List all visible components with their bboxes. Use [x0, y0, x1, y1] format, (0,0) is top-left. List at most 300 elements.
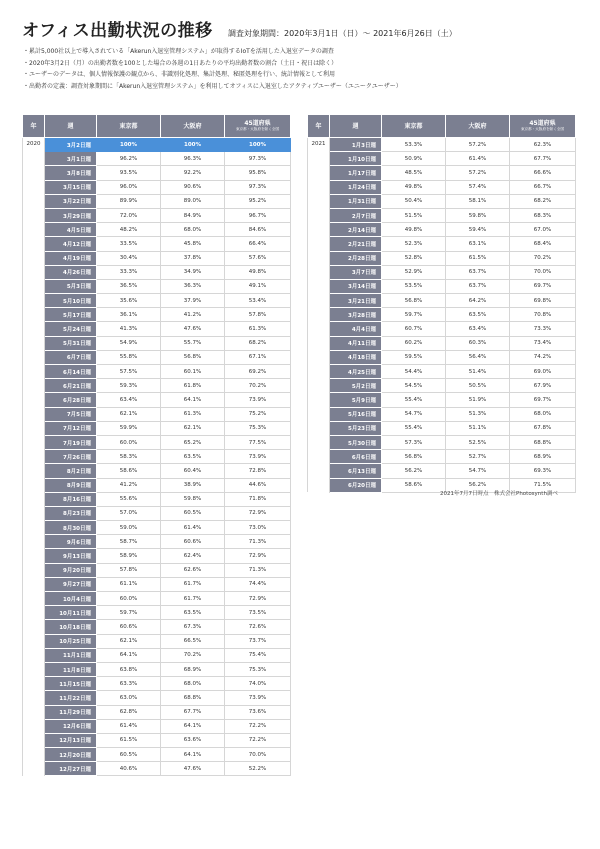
table-row	[308, 194, 576, 208]
osaka-cell: 61.8%	[161, 379, 225, 393]
note-item: ・出勤者の定義：調査対象期間に「Akerun入退室管理システム」を利用してオフィスに入退室したアクティブユーザー（ユニークユーザー）	[23, 82, 402, 90]
table-body-2021	[308, 138, 576, 493]
pref45-cell: 97.3%	[225, 180, 291, 194]
table-row	[308, 152, 576, 166]
week-cell: 4月11日週	[330, 336, 382, 350]
pref45-cell: 71.8%	[225, 492, 291, 506]
pref45-cell: 67.9%	[510, 379, 576, 393]
week-cell: 3月14日週	[330, 279, 382, 293]
tokyo-cell: 50.4%	[382, 194, 446, 208]
osaka-cell: 51.9%	[446, 393, 510, 407]
table-row	[23, 350, 291, 364]
table-row	[308, 322, 576, 336]
tokyo-cell: 96.2%	[97, 152, 161, 166]
week-cell: 5月17日週	[45, 308, 97, 322]
pref45-cell: 53.4%	[225, 294, 291, 308]
table-row	[23, 365, 291, 379]
week-cell: 12月6日週	[45, 719, 97, 733]
table-row	[23, 194, 291, 208]
pref45-cell: 70.8%	[510, 308, 576, 322]
tokyo-cell: 53.3%	[382, 138, 446, 152]
table-row	[23, 549, 291, 563]
tokyo-cell: 61.1%	[97, 577, 161, 591]
header-45-prefectures	[225, 115, 291, 138]
note-item: ・ユーザーのデータは、個人情報保護の観点から、非識別化処理、集計処理、秘匿処理を行い、統計情報として利用	[23, 71, 336, 78]
week-cell: 11月22日週	[45, 691, 97, 705]
table-row	[23, 208, 291, 222]
osaka-cell: 54.7%	[446, 464, 510, 478]
pref45-cell: 49.8%	[225, 265, 291, 279]
header-year: 年	[23, 115, 45, 138]
week-cell: 1月31日週	[330, 194, 382, 208]
osaka-cell: 61.7%	[161, 577, 225, 591]
table-row	[23, 421, 291, 435]
table-row	[308, 251, 576, 265]
tokyo-cell: 60.0%	[97, 435, 161, 449]
table-row	[308, 393, 576, 407]
table-row	[23, 393, 291, 407]
tokyo-cell: 55.4%	[382, 421, 446, 435]
osaka-cell: 63.1%	[446, 237, 510, 251]
tokyo-cell: 56.8%	[382, 294, 446, 308]
table-row	[23, 251, 291, 265]
pref45-cell: 70.0%	[510, 265, 576, 279]
week-cell: 7月19日週	[45, 435, 97, 449]
osaka-cell: 63.5%	[161, 450, 225, 464]
header-osaka: 大阪府	[161, 115, 225, 138]
table-2020	[22, 114, 291, 776]
week-cell: 3月1日週	[45, 152, 97, 166]
page-title: オフィス出勤状況の推移	[22, 21, 213, 41]
week-cell: 3月15日週	[45, 180, 97, 194]
osaka-cell: 64.2%	[446, 294, 510, 308]
table-row	[308, 379, 576, 393]
pref45-cell: 73.0%	[225, 521, 291, 535]
week-cell: 8月23日週	[45, 506, 97, 520]
pref45-cell: 73.9%	[225, 393, 291, 407]
week-cell: 6月7日週	[45, 350, 97, 364]
table-row	[23, 662, 291, 676]
pref45-cell: 71.3%	[225, 563, 291, 577]
table-header-row	[23, 115, 291, 138]
table-row	[23, 435, 291, 449]
week-cell: 3月7日週	[330, 265, 382, 279]
tokyo-cell: 48.5%	[382, 166, 446, 180]
pref45-cell: 97.3%	[225, 152, 291, 166]
tokyo-cell: 36.1%	[97, 308, 161, 322]
week-cell: 1月17日週	[330, 166, 382, 180]
osaka-cell: 47.6%	[161, 322, 225, 336]
header-osaka: 大阪府	[446, 115, 510, 138]
week-cell: 6月28日週	[45, 393, 97, 407]
table-row	[23, 648, 291, 662]
table-row	[308, 435, 576, 449]
osaka-cell: 55.7%	[161, 336, 225, 350]
pref45-cell: 68.9%	[510, 450, 576, 464]
table-row	[23, 719, 291, 733]
tokyo-cell: 54.9%	[97, 336, 161, 350]
week-cell: 3月29日週	[45, 208, 97, 222]
week-cell: 3月22日週	[45, 194, 97, 208]
table-row	[308, 208, 576, 222]
table-row	[23, 265, 291, 279]
pref45-cell: 73.7%	[225, 634, 291, 648]
week-cell: 5月31日週	[45, 336, 97, 350]
table-row	[308, 407, 576, 421]
week-cell: 12月27日週	[45, 762, 97, 776]
table-row	[23, 180, 291, 194]
pref45-cell: 69.3%	[510, 464, 576, 478]
week-cell: 5月3日週	[45, 279, 97, 293]
week-cell: 10月4日週	[45, 592, 97, 606]
week-cell: 11月29日週	[45, 705, 97, 719]
tokyo-cell: 72.0%	[97, 208, 161, 222]
table-row	[308, 265, 576, 279]
week-cell: 6月21日週	[45, 379, 97, 393]
osaka-cell: 59.8%	[446, 208, 510, 222]
notes	[23, 46, 402, 92]
survey-period: 調査対象期間：2020年3月1日（日）〜 2021年6月26日（土）	[228, 29, 457, 38]
tokyo-cell: 41.2%	[97, 478, 161, 492]
tokyo-cell: 60.0%	[97, 592, 161, 606]
week-cell: 4月4日週	[330, 322, 382, 336]
tokyo-cell: 55.8%	[97, 350, 161, 364]
osaka-cell: 100%	[161, 138, 225, 152]
tokyo-cell: 59.9%	[97, 421, 161, 435]
week-cell: 3月2日週	[45, 138, 97, 152]
osaka-cell: 60.1%	[161, 365, 225, 379]
tokyo-cell: 56.2%	[382, 464, 446, 478]
pref45-cell: 75.4%	[225, 648, 291, 662]
week-cell: 11月1日週	[45, 648, 97, 662]
pref45-cell: 74.4%	[225, 577, 291, 591]
osaka-cell: 67.7%	[161, 705, 225, 719]
pref45-cell: 73.5%	[225, 606, 291, 620]
pref45-cell: 69.8%	[510, 294, 576, 308]
tokyo-cell: 59.3%	[97, 379, 161, 393]
tokyo-cell: 63.4%	[97, 393, 161, 407]
osaka-cell: 65.2%	[161, 435, 225, 449]
week-cell: 4月25日週	[330, 365, 382, 379]
tokyo-cell: 48.2%	[97, 223, 161, 237]
osaka-cell: 64.1%	[161, 393, 225, 407]
table-row	[308, 166, 576, 180]
osaka-cell: 61.3%	[161, 407, 225, 421]
pref45-cell: 77.5%	[225, 435, 291, 449]
pref45-cell: 74.0%	[225, 677, 291, 691]
osaka-cell: 61.5%	[446, 251, 510, 265]
week-cell: 5月30日週	[330, 435, 382, 449]
osaka-cell: 61.4%	[446, 152, 510, 166]
tokyo-cell: 58.6%	[97, 464, 161, 478]
pref45-cell: 68.2%	[510, 194, 576, 208]
pref45-cell: 74.2%	[510, 350, 576, 364]
pref45-cell: 68.8%	[510, 435, 576, 449]
osaka-cell: 57.2%	[446, 138, 510, 152]
osaka-cell: 38.9%	[161, 478, 225, 492]
osaka-cell: 51.4%	[446, 365, 510, 379]
tokyo-cell: 58.7%	[97, 535, 161, 549]
osaka-cell: 68.0%	[161, 223, 225, 237]
pref45-cell: 71.3%	[225, 535, 291, 549]
week-cell: 4月5日週	[45, 223, 97, 237]
osaka-cell: 41.2%	[161, 308, 225, 322]
osaka-cell: 56.8%	[161, 350, 225, 364]
osaka-cell: 64.1%	[161, 748, 225, 762]
osaka-cell: 45.8%	[161, 237, 225, 251]
pref45-cell: 100%	[225, 138, 291, 152]
tokyo-cell: 58.6%	[382, 478, 446, 492]
week-cell: 12月20日週	[45, 748, 97, 762]
pref45-cell: 49.1%	[225, 279, 291, 293]
week-cell: 8月30日週	[45, 521, 97, 535]
week-cell: 2月14日週	[330, 223, 382, 237]
table-row	[23, 450, 291, 464]
tokyo-cell: 58.3%	[97, 450, 161, 464]
osaka-cell: 60.6%	[161, 535, 225, 549]
osaka-cell: 60.3%	[446, 336, 510, 350]
pref45-cell: 73.3%	[510, 322, 576, 336]
pref45-cell: 72.2%	[225, 719, 291, 733]
tokyo-cell: 54.4%	[382, 365, 446, 379]
tokyo-cell: 62.1%	[97, 407, 161, 421]
osaka-cell: 62.6%	[161, 563, 225, 577]
osaka-cell: 68.8%	[161, 691, 225, 705]
week-cell: 12月13日週	[45, 733, 97, 747]
table-row	[308, 421, 576, 435]
tokyo-cell: 57.0%	[97, 506, 161, 520]
week-cell: 2月7日週	[330, 208, 382, 222]
table-row	[23, 237, 291, 251]
pref45-cell: 73.9%	[225, 450, 291, 464]
week-cell: 8月9日週	[45, 478, 97, 492]
osaka-cell: 63.5%	[161, 606, 225, 620]
tokyo-cell: 55.6%	[97, 492, 161, 506]
week-cell: 5月9日週	[330, 393, 382, 407]
osaka-cell: 56.2%	[446, 478, 510, 492]
week-cell: 4月26日週	[45, 265, 97, 279]
table-row	[308, 336, 576, 350]
tokyo-cell: 59.7%	[97, 606, 161, 620]
osaka-cell: 60.4%	[161, 464, 225, 478]
tokyo-cell: 59.7%	[382, 308, 446, 322]
osaka-cell: 57.2%	[446, 166, 510, 180]
table-row	[23, 492, 291, 506]
tokyo-cell: 62.8%	[97, 705, 161, 719]
week-cell: 5月2日週	[330, 379, 382, 393]
osaka-cell: 60.5%	[161, 506, 225, 520]
week-cell: 4月19日週	[45, 251, 97, 265]
table-row	[23, 336, 291, 350]
osaka-cell: 56.4%	[446, 350, 510, 364]
week-cell: 9月27日週	[45, 577, 97, 591]
tokyo-cell: 59.0%	[97, 521, 161, 535]
pref45-cell: 72.9%	[225, 506, 291, 520]
week-cell: 5月23日週	[330, 421, 382, 435]
week-cell: 3月21日週	[330, 294, 382, 308]
pref45-cell: 69.7%	[510, 279, 576, 293]
week-cell: 8月2日週	[45, 464, 97, 478]
osaka-cell: 61.4%	[161, 521, 225, 535]
pref45-cell: 72.2%	[225, 733, 291, 747]
osaka-cell: 59.4%	[446, 223, 510, 237]
osaka-cell: 66.5%	[161, 634, 225, 648]
tokyo-cell: 30.4%	[97, 251, 161, 265]
week-cell: 5月24日週	[45, 322, 97, 336]
week-cell: 7月26日週	[45, 450, 97, 464]
pref45-cell: 68.4%	[510, 237, 576, 251]
pref45-cell: 96.7%	[225, 208, 291, 222]
osaka-cell: 34.9%	[161, 265, 225, 279]
table-row	[23, 279, 291, 293]
table-row	[23, 478, 291, 492]
tokyo-cell: 56.8%	[382, 450, 446, 464]
pref45-cell: 72.9%	[225, 592, 291, 606]
table-row	[23, 577, 291, 591]
table-row	[308, 180, 576, 194]
osaka-cell: 63.7%	[446, 279, 510, 293]
osaka-cell: 50.5%	[446, 379, 510, 393]
week-cell: 8月16日週	[45, 492, 97, 506]
osaka-cell: 70.2%	[161, 648, 225, 662]
pref45-cell: 72.8%	[225, 464, 291, 478]
header-45-sub: 東京都・大阪府を除く全国	[520, 127, 565, 131]
osaka-cell: 37.8%	[161, 251, 225, 265]
note-item: ・累計5,000社以上で導入されている「Akerun入退室管理システム」が取得するIoTを活用した入退室データの調査	[23, 48, 334, 55]
table-row	[23, 138, 291, 152]
header-45-prefectures	[510, 115, 576, 138]
week-cell: 7月12日週	[45, 421, 97, 435]
week-cell: 11月15日週	[45, 677, 97, 691]
osaka-cell: 51.1%	[446, 421, 510, 435]
table-row	[23, 733, 291, 747]
year-cell: 2020	[23, 138, 45, 776]
osaka-cell: 89.0%	[161, 194, 225, 208]
tokyo-cell: 100%	[97, 138, 161, 152]
table-row	[308, 279, 576, 293]
tokyo-cell: 53.5%	[382, 279, 446, 293]
week-cell: 10月11日週	[45, 606, 97, 620]
pref45-cell: 57.6%	[225, 251, 291, 265]
tokyo-cell: 40.6%	[97, 762, 161, 776]
osaka-cell: 36.3%	[161, 279, 225, 293]
osaka-cell: 68.0%	[161, 677, 225, 691]
table-row	[23, 166, 291, 180]
pref45-cell: 72.9%	[225, 549, 291, 563]
pref45-cell: 75.3%	[225, 662, 291, 676]
table-row	[23, 521, 291, 535]
pref45-cell: 61.3%	[225, 322, 291, 336]
table-row	[23, 464, 291, 478]
table-row	[308, 450, 576, 464]
pref45-cell: 75.3%	[225, 421, 291, 435]
osaka-cell: 63.4%	[446, 322, 510, 336]
osaka-cell: 62.1%	[161, 421, 225, 435]
tokyo-cell: 57.5%	[97, 365, 161, 379]
table-row	[23, 606, 291, 620]
pref45-cell: 95.2%	[225, 194, 291, 208]
source-footnote: 2021年7月7日時点 株式会社Photosynth調べ	[440, 491, 558, 497]
table-row	[23, 294, 291, 308]
pref45-cell: 62.3%	[510, 138, 576, 152]
osaka-cell: 92.2%	[161, 166, 225, 180]
tokyo-cell: 36.5%	[97, 279, 161, 293]
tokyo-cell: 54.7%	[382, 407, 446, 421]
tokyo-cell: 33.3%	[97, 265, 161, 279]
table-row	[23, 152, 291, 166]
table-body-2020	[23, 138, 291, 776]
osaka-cell: 58.1%	[446, 194, 510, 208]
osaka-cell: 57.4%	[446, 180, 510, 194]
tokyo-cell: 33.5%	[97, 237, 161, 251]
tokyo-cell: 64.1%	[97, 648, 161, 662]
week-cell: 6月6日週	[330, 450, 382, 464]
table-row	[308, 464, 576, 478]
header-tokyo: 東京都	[382, 115, 446, 138]
tokyo-cell: 63.3%	[97, 677, 161, 691]
table-row	[23, 705, 291, 719]
tokyo-cell: 60.2%	[382, 336, 446, 350]
table-row	[308, 138, 576, 152]
tokyo-cell: 49.8%	[382, 180, 446, 194]
week-cell: 9月13日週	[45, 549, 97, 563]
tokyo-cell: 60.5%	[97, 748, 161, 762]
pref45-cell: 73.4%	[510, 336, 576, 350]
tokyo-cell: 62.1%	[97, 634, 161, 648]
table-2021	[307, 114, 576, 493]
osaka-cell: 68.9%	[161, 662, 225, 676]
table-row	[23, 407, 291, 421]
week-cell: 6月20日週	[330, 478, 382, 492]
table-row	[23, 748, 291, 762]
week-cell: 6月13日週	[330, 464, 382, 478]
tokyo-cell: 59.5%	[382, 350, 446, 364]
table-row	[23, 506, 291, 520]
pref45-cell: 95.8%	[225, 166, 291, 180]
table-row	[23, 691, 291, 705]
pref45-cell: 67.1%	[225, 350, 291, 364]
tokyo-cell: 57.8%	[97, 563, 161, 577]
pref45-cell: 57.8%	[225, 308, 291, 322]
tokyo-cell: 60.6%	[97, 620, 161, 634]
week-cell: 3月8日週	[45, 166, 97, 180]
week-cell: 2月28日週	[330, 251, 382, 265]
week-cell: 9月6日週	[45, 535, 97, 549]
pref45-cell: 52.2%	[225, 762, 291, 776]
table-row	[23, 379, 291, 393]
table-row	[23, 677, 291, 691]
osaka-cell: 63.5%	[446, 308, 510, 322]
table-row	[23, 592, 291, 606]
osaka-cell: 67.3%	[161, 620, 225, 634]
osaka-cell: 64.1%	[161, 719, 225, 733]
week-cell: 4月12日週	[45, 237, 97, 251]
pref45-cell: 66.7%	[510, 180, 576, 194]
year-cell: 2021	[308, 138, 330, 493]
week-cell: 5月10日週	[45, 294, 97, 308]
osaka-cell: 61.7%	[161, 592, 225, 606]
header-week: 週	[330, 115, 382, 138]
header-45-label: 45道府県	[244, 120, 271, 127]
pref45-cell: 68.3%	[510, 208, 576, 222]
table-row	[308, 294, 576, 308]
pref45-cell: 71.5%	[510, 478, 576, 492]
tokyo-cell: 63.0%	[97, 691, 161, 705]
week-cell: 7月5日週	[45, 407, 97, 421]
pref45-cell: 72.6%	[225, 620, 291, 634]
header-45-sub: 東京都・大阪府を除く全国	[235, 127, 280, 131]
pref45-cell: 84.6%	[225, 223, 291, 237]
